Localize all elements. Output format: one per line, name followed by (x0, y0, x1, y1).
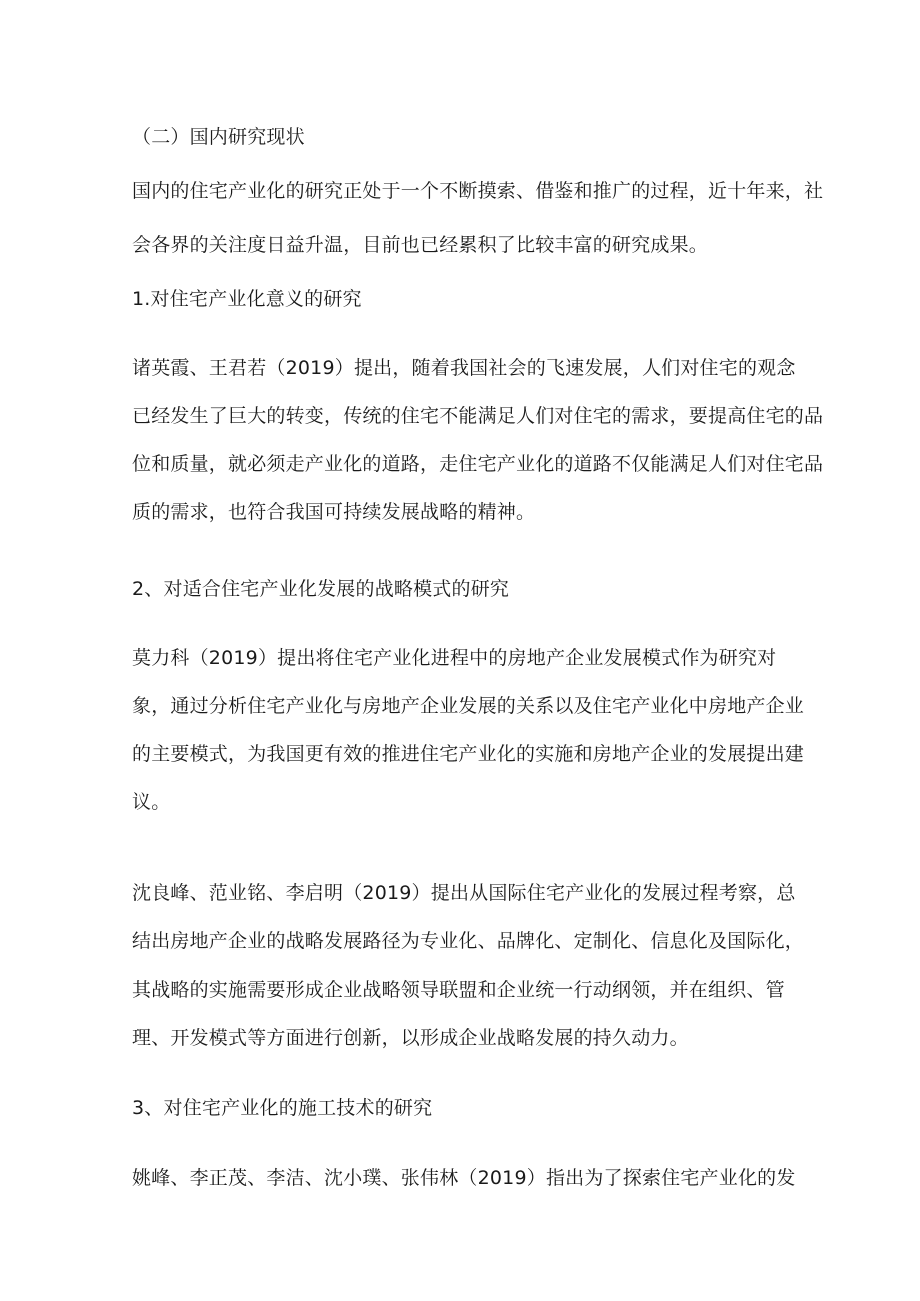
paragraph-line: 已经发生了巨大的转变，传统的住宅不能满足人们对住宅的需求，要提高住宅的品 (132, 405, 824, 427)
subheading-significance: 1.对住宅产业化意义的研究 (132, 288, 362, 310)
paragraph-line: 的主要模式，为我国更有效的推进住宅产业化的实施和房地产企业的发展提出建 (132, 743, 805, 765)
section-heading: （二）国内研究现状 (132, 126, 305, 148)
paragraph-line: 其战略的实施需要形成企业战略领导联盟和企业统一行动纲领，并在组织、管 (132, 979, 785, 1001)
subheading-construction: 3、对住宅产业化的施工技术的研究 (132, 1097, 433, 1119)
paragraph-line: 象，通过分析住宅产业化与房地产企业发展的关系以及住宅产业化中房地产企业 (132, 695, 805, 717)
paragraph-line: 质的需求，也符合我国可持续发展战略的精神。 (132, 501, 536, 523)
paragraph-line: 议。 (132, 791, 171, 813)
subheading-strategy: 2、对适合住宅产业化发展的战略模式的研究 (132, 578, 510, 600)
paragraph-line: 结出房地产企业的战略发展路径为专业化、品牌化、定制化、信息化及国际化， (132, 930, 805, 952)
paragraph-line: 姚峰、李正茂、李洁、沈小璞、张伟林（2019）指出为了探索住宅产业化的发 (132, 1167, 796, 1189)
paragraph-line: 位和质量，就必须走产业化的道路，走住宅产业化的道路不仅能满足人们对住宅品 (132, 453, 824, 475)
paragraph-line: 国内的住宅产业化的研究正处于一个不断摸索、借鉴和推广的过程，近十年来，社 (132, 180, 824, 202)
paragraph-line: 会各界的关注度日益升温，目前也已经累积了比较丰富的研究成果。 (132, 234, 709, 256)
paragraph-line: 莫力科（2019）提出将住宅产业化进程中的房地产企业发展模式作为研究对 (132, 647, 777, 669)
paragraph-line: 理、开发模式等方面进行创新，以形成企业战略发展的持久动力。 (132, 1027, 689, 1049)
paragraph-line: 诸英霞、王君若（2019）提出，随着我国社会的飞速发展，人们对住宅的观念 (132, 357, 796, 379)
paragraph-line: 沈良峰、范业铭、李启明（2019）提出从国际住宅产业化的发展过程考察，总 (132, 882, 796, 904)
